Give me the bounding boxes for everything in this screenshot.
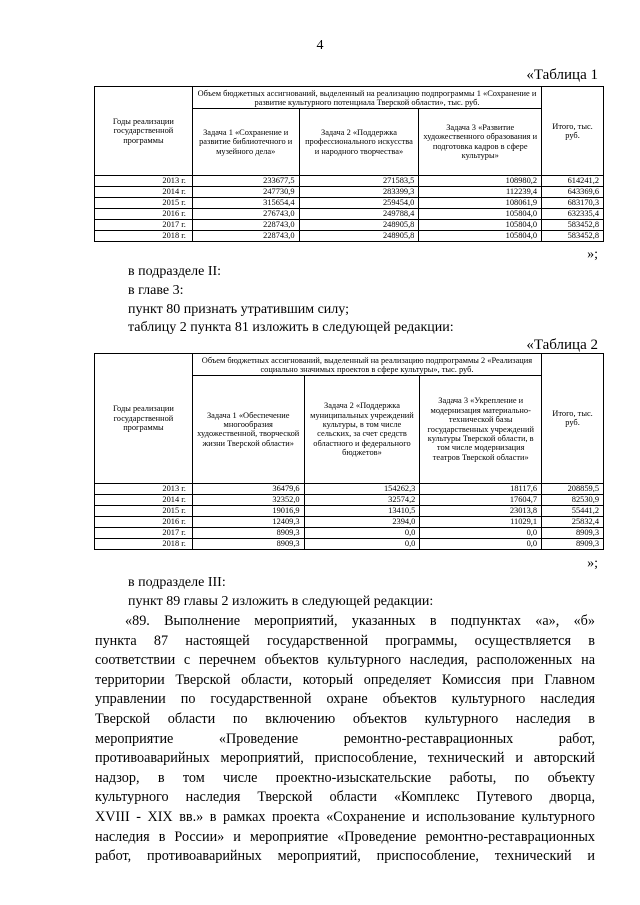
value-cell: 271583,5 <box>299 175 419 186</box>
value-cell: 13410,5 <box>304 505 420 516</box>
total-cell: 55441,2 <box>542 505 604 516</box>
table-row <box>95 538 604 549</box>
table-row <box>95 197 604 208</box>
total-cell: 683170,3 <box>542 197 604 208</box>
value-cell: 154262,3 <box>304 483 420 494</box>
year-cell: 2014 г. <box>95 494 193 505</box>
paragraph-line: надзор, в том числе проектно-изыскательские работы, по объекту <box>95 769 595 786</box>
value-cell: 19016,9 <box>192 505 304 516</box>
value-cell: 112239,4 <box>419 186 542 197</box>
value-cell: 32574,2 <box>304 494 420 505</box>
year-cell: 2013 г. <box>95 175 193 186</box>
value-cell: 0,0 <box>304 527 420 538</box>
value-cell: 233677,5 <box>192 175 299 186</box>
total-cell: 25832,4 <box>542 516 604 527</box>
paragraph-line: соответствии с перечнем объектов культурного наследия, расположенных на <box>95 652 595 669</box>
table1 <box>94 86 604 242</box>
paragraph-line: пункта 87 настоящей государственной программы, осуществляется в <box>95 632 595 649</box>
text-table2-intro: таблицу 2 пункта 81 изложить в следующей редакции: <box>128 320 454 335</box>
paragraph-line: наследия в России» и мероприятие «Проведение ремонтно-реставрационных <box>95 828 595 845</box>
value-cell: 248905,8 <box>299 219 419 230</box>
value-cell: 32352,0 <box>192 494 304 505</box>
paragraph-line: территории Тверской области, который определяет Комиссия при Главном <box>95 671 595 688</box>
table2-header-total: Итого, тыс. руб. <box>542 354 604 484</box>
value-cell: 249788,4 <box>299 208 419 219</box>
value-cell: 228743,0 <box>192 219 299 230</box>
table1-header-total: Итого, тыс. руб. <box>542 87 604 176</box>
paragraph-line: управлении по государственной охране объектов культурного наследия <box>95 691 595 708</box>
value-cell: 0,0 <box>420 527 542 538</box>
year-cell: 2014 г. <box>95 186 193 197</box>
year-cell: 2017 г. <box>95 219 193 230</box>
table-row <box>95 494 604 505</box>
value-cell: 315654,4 <box>192 197 299 208</box>
table-row <box>95 483 604 494</box>
table-row <box>95 186 604 197</box>
paragraph-line: мероприятие «Проведение ремонтно-реставрационных работ, <box>95 730 595 747</box>
table-row <box>95 516 604 527</box>
item-89-paragraph <box>95 612 595 867</box>
table1-end-quote: »; <box>587 247 598 262</box>
value-cell: 276743,0 <box>192 208 299 219</box>
paragraph-line: работ, противоаварийных мероприятий, приспособление, технический и <box>95 848 595 865</box>
value-cell: 12409,3 <box>192 516 304 527</box>
value-cell: 108061,9 <box>419 197 542 208</box>
value-cell: 0,0 <box>420 538 542 549</box>
value-cell: 228743,0 <box>192 230 299 241</box>
value-cell: 247730,9 <box>192 186 299 197</box>
total-cell: 208859,5 <box>542 483 604 494</box>
value-cell: 108980,2 <box>419 175 542 186</box>
value-cell: 105804,0 <box>419 219 542 230</box>
table2-header-years: Годы реализации государственной программы <box>95 354 193 484</box>
year-cell: 2013 г. <box>95 483 193 494</box>
year-cell: 2017 г. <box>95 527 193 538</box>
table2-header-task1: Задача 1 «Обеспечение многообразия художественной, творческой жизни Тверской области» <box>192 375 304 483</box>
value-cell: 283399,3 <box>299 186 419 197</box>
value-cell: 11029,1 <box>420 516 542 527</box>
year-cell: 2016 г. <box>95 516 193 527</box>
total-cell: 583452,8 <box>542 230 604 241</box>
text-item-80: пункт 80 признать утратившим силу; <box>128 302 349 317</box>
table1-caption: «Таблица 1 <box>526 67 598 83</box>
table-row <box>95 208 604 219</box>
total-cell: 614241,2 <box>542 175 604 186</box>
total-cell: 643369,6 <box>542 186 604 197</box>
year-cell: 2016 г. <box>95 208 193 219</box>
table2-caption: «Таблица 2 <box>526 337 598 353</box>
page-number: 4 <box>316 38 324 53</box>
table-row <box>95 527 604 538</box>
paragraph-line: «89. Выполнение мероприятий, указанных в подпунктах «а», «б» <box>125 613 595 629</box>
total-cell: 583452,8 <box>542 219 604 230</box>
table-row <box>95 175 604 186</box>
table1-header-years: Годы реализации государственной программы <box>95 87 193 176</box>
value-cell: 18117,6 <box>420 483 542 494</box>
table2-group-header: Объем бюджетных ассигнований, выделенный на реализацию подпрограммы 2 «Реализация социально значимых проектов в сфере культуры», тыс. руб. <box>192 354 541 376</box>
value-cell: 105804,0 <box>419 230 542 241</box>
value-cell: 248905,8 <box>299 230 419 241</box>
table2-end-quote: »; <box>587 556 598 571</box>
table1-group-header: Объем бюджетных ассигнований, выделенный на реализацию подпрограммы 1 «Сохранение и развитие культурного потенциала Тверской области», тыс. руб. <box>192 87 541 109</box>
table2 <box>94 353 604 550</box>
paragraph-line: XVIII - XIX вв.» в рамках проекта «Сохранение и использование культурного <box>95 808 595 825</box>
value-cell: 17604,7 <box>420 494 542 505</box>
table1-header-task3: Задача 3 «Развитие художественного образования и подготовка кадров в сфере культуры» <box>419 108 542 175</box>
year-cell: 2015 г. <box>95 505 193 516</box>
value-cell: 8909,3 <box>192 527 304 538</box>
table1-header-task1: Задача 1 «Сохранение и развитие библиотечного и музейного дела» <box>192 108 299 175</box>
value-cell: 105804,0 <box>419 208 542 219</box>
total-cell: 82530,9 <box>542 494 604 505</box>
year-cell: 2018 г. <box>95 538 193 549</box>
total-cell: 8909,3 <box>542 527 604 538</box>
paragraph-line: культурного наследия Тверской области «Комплекс Путевого дворца, <box>95 789 595 806</box>
paragraph-line: противоаварийных мероприятий, приспособление, технический и авторский <box>95 750 595 767</box>
table-row <box>95 219 604 230</box>
value-cell: 36479,6 <box>192 483 304 494</box>
value-cell: 23013,8 <box>420 505 542 516</box>
table2-header-task3: Задача 3 «Укрепление и модернизация материально-технической базы государственных учреждений культуры Тверской области, в том числе модернизация театров Тверской области» <box>420 375 542 483</box>
table-row <box>95 505 604 516</box>
total-cell: 632335,4 <box>542 208 604 219</box>
value-cell: 2394,0 <box>304 516 420 527</box>
total-cell: 8909,3 <box>542 538 604 549</box>
table1-header-task2: Задача 2 «Поддержка профессионального искусства и народного творчества» <box>299 108 419 175</box>
year-cell: 2018 г. <box>95 230 193 241</box>
text-subsection-3: в подразделе III: <box>128 575 226 590</box>
value-cell: 0,0 <box>304 538 420 549</box>
text-item-89-intro: пункт 89 главы 2 изложить в следующей редакции: <box>128 594 434 609</box>
paragraph-line: Тверской области по включению объектов культурного наследия в <box>95 710 595 727</box>
value-cell: 8909,3 <box>192 538 304 549</box>
value-cell: 259454,0 <box>299 197 419 208</box>
table-row <box>95 230 604 241</box>
text-chapter-3: в главе 3: <box>128 283 184 298</box>
text-subsection-2: в подразделе II: <box>128 264 222 279</box>
table2-header-task2: Задача 2 «Поддержка муниципальных учреждений культуры, в том числе сельских, за счет средств областного и федерального бюджетов» <box>304 375 420 483</box>
year-cell: 2015 г. <box>95 197 193 208</box>
